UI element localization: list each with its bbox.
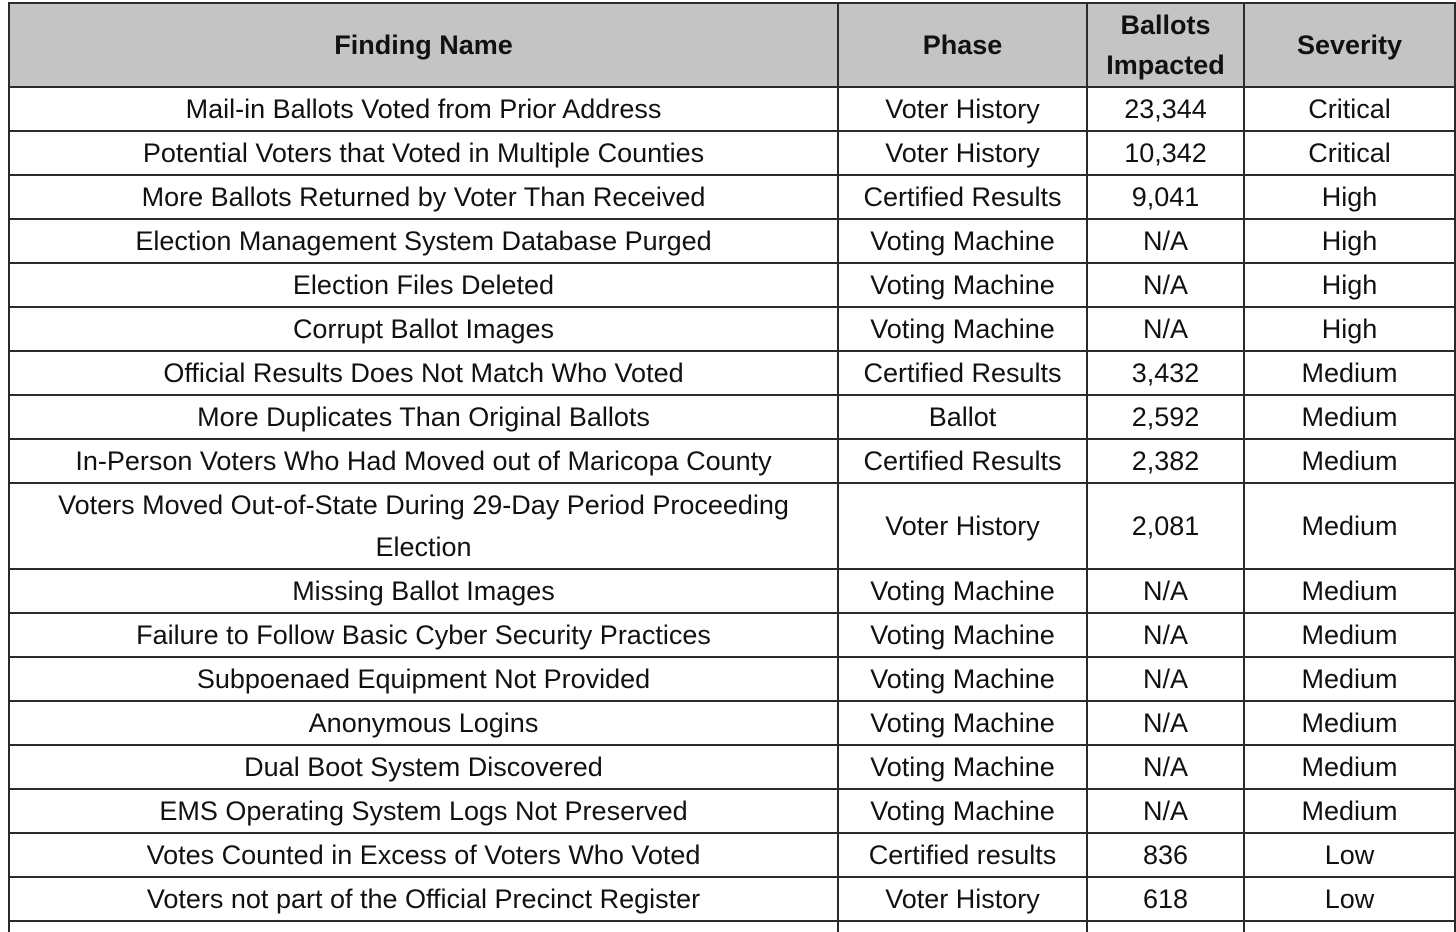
- table-row: [9, 613, 1455, 657]
- table-row: [9, 569, 1455, 613]
- finding-cell: Voters Moved Out-of-State During 29-Day Period Proceeding Election: [9, 483, 838, 569]
- phase-cell: Voting Machine: [838, 789, 1087, 833]
- empty-cell: [1244, 921, 1455, 932]
- severity-cell: Medium: [1244, 351, 1455, 395]
- finding-cell: Voters not part of the Official Precinct Register: [9, 877, 838, 921]
- phase-cell: Voting Machine: [838, 307, 1087, 351]
- table-row: [9, 833, 1455, 877]
- finding-cell: Failure to Follow Basic Cyber Security Practices: [9, 613, 838, 657]
- finding-cell: Mail-in Ballots Voted from Prior Address: [9, 87, 838, 131]
- severity-cell: Critical: [1244, 131, 1455, 175]
- severity-cell: Medium: [1244, 439, 1455, 483]
- finding-cell: More Duplicates Than Original Ballots: [9, 395, 838, 439]
- table-row: [9, 87, 1455, 131]
- finding-cell: Potential Voters that Voted in Multiple Counties: [9, 131, 838, 175]
- table-header: [9, 3, 1455, 87]
- table-row: [9, 745, 1455, 789]
- phase-cell: Certified Results: [838, 175, 1087, 219]
- finding-cell: In-Person Voters Who Had Moved out of Maricopa County: [9, 439, 838, 483]
- phase-cell: Voter History: [838, 87, 1087, 131]
- finding-cell: Corrupt Ballot Images: [9, 307, 838, 351]
- findings-table: [8, 2, 1456, 932]
- finding-cell: Missing Ballot Images: [9, 569, 838, 613]
- table-row: [9, 131, 1455, 175]
- table-row: [9, 351, 1455, 395]
- ballots-cell: 618: [1087, 877, 1244, 921]
- table-row: [9, 263, 1455, 307]
- ballots-cell: N/A: [1087, 569, 1244, 613]
- table-row: [9, 657, 1455, 701]
- ballots-cell: N/A: [1087, 657, 1244, 701]
- severity-cell: Medium: [1244, 745, 1455, 789]
- ballots-cell: N/A: [1087, 789, 1244, 833]
- severity-cell: Medium: [1244, 701, 1455, 745]
- header-row: [9, 3, 1455, 87]
- ballots-cell: N/A: [1087, 307, 1244, 351]
- table-row: [9, 439, 1455, 483]
- table-row: [9, 395, 1455, 439]
- ballots-cell: 2,382: [1087, 439, 1244, 483]
- ballots-cell: 9,041: [1087, 175, 1244, 219]
- severity-cell: High: [1244, 263, 1455, 307]
- ballots-cell: N/A: [1087, 613, 1244, 657]
- ballots-cell: N/A: [1087, 745, 1244, 789]
- finding-cell: Official Results Does Not Match Who Voted: [9, 351, 838, 395]
- ballots-cell: N/A: [1087, 263, 1244, 307]
- finding-cell: More Ballots Returned by Voter Than Received: [9, 175, 838, 219]
- severity-cell: Low: [1244, 833, 1455, 877]
- phase-cell: Voter History: [838, 131, 1087, 175]
- header-ballots-impacted: Ballots Impacted: [1087, 3, 1244, 87]
- phase-cell: Voting Machine: [838, 701, 1087, 745]
- phase-cell: Voting Machine: [838, 613, 1087, 657]
- finding-cell: Election Files Deleted: [9, 263, 838, 307]
- header-finding-name: Finding Name: [9, 3, 838, 87]
- ballots-cell: N/A: [1087, 219, 1244, 263]
- phase-cell: Ballot: [838, 395, 1087, 439]
- severity-cell: Critical: [1244, 87, 1455, 131]
- table-row: [9, 789, 1455, 833]
- table-body: [9, 87, 1455, 932]
- severity-cell: Medium: [1244, 657, 1455, 701]
- table-row-cut-off: [9, 921, 1455, 932]
- finding-cell: EMS Operating System Logs Not Preserved: [9, 789, 838, 833]
- severity-cell: Medium: [1244, 569, 1455, 613]
- phase-cell: Voting Machine: [838, 263, 1087, 307]
- severity-cell: High: [1244, 219, 1455, 263]
- ballots-cell: 10,342: [1087, 131, 1244, 175]
- severity-cell: Medium: [1244, 789, 1455, 833]
- phase-cell: Certified Results: [838, 351, 1087, 395]
- ballots-cell: 3,432: [1087, 351, 1244, 395]
- phase-cell: Voting Machine: [838, 657, 1087, 701]
- table-row: [9, 483, 1455, 569]
- phase-cell: Voter History: [838, 877, 1087, 921]
- table-row: [9, 175, 1455, 219]
- ballots-cell: 836: [1087, 833, 1244, 877]
- table-row: [9, 307, 1455, 351]
- finding-cell: Election Management System Database Purged: [9, 219, 838, 263]
- severity-cell: Medium: [1244, 483, 1455, 569]
- severity-cell: Low: [1244, 877, 1455, 921]
- header-severity: Severity: [1244, 3, 1455, 87]
- severity-cell: Medium: [1244, 613, 1455, 657]
- table-row: [9, 877, 1455, 921]
- finding-cell: Anonymous Logins: [9, 701, 838, 745]
- header-phase: Phase: [838, 3, 1087, 87]
- phase-cell: Voting Machine: [838, 219, 1087, 263]
- severity-cell: High: [1244, 307, 1455, 351]
- ballots-cell: 23,344: [1087, 87, 1244, 131]
- finding-cell: Votes Counted in Excess of Voters Who Voted: [9, 833, 838, 877]
- table-row: [9, 219, 1455, 263]
- ballots-cell: 2,081: [1087, 483, 1244, 569]
- ballots-cell: N/A: [1087, 701, 1244, 745]
- empty-cell: [1087, 921, 1244, 932]
- phase-cell: Certified results: [838, 833, 1087, 877]
- empty-cell: [838, 921, 1087, 932]
- ballots-cell: 2,592: [1087, 395, 1244, 439]
- phase-cell: Certified Results: [838, 439, 1087, 483]
- finding-cell: Dual Boot System Discovered: [9, 745, 838, 789]
- severity-cell: Medium: [1244, 395, 1455, 439]
- severity-cell: High: [1244, 175, 1455, 219]
- finding-cell: Subpoenaed Equipment Not Provided: [9, 657, 838, 701]
- table-row: [9, 701, 1455, 745]
- phase-cell: Voter History: [838, 483, 1087, 569]
- phase-cell: Voting Machine: [838, 569, 1087, 613]
- phase-cell: Voting Machine: [838, 745, 1087, 789]
- empty-cell: [9, 921, 838, 932]
